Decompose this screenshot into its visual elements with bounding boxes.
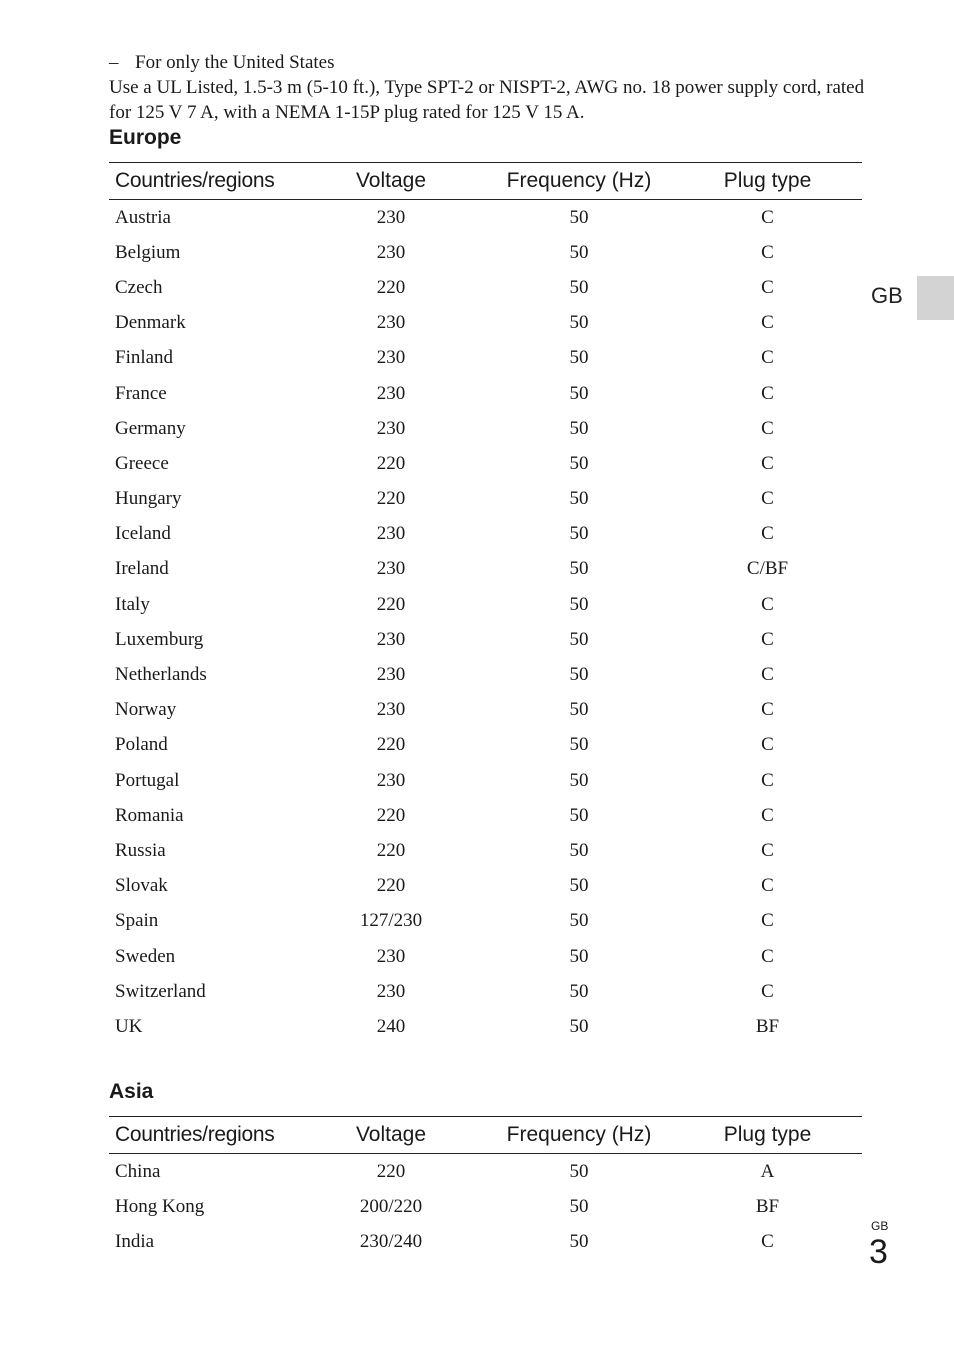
table-cell: 220 (376, 839, 406, 861)
table-cell: 230 (376, 347, 406, 369)
table-cell: China (115, 1160, 161, 1182)
gb-tab-label: GB (871, 283, 903, 308)
table-row (109, 270, 862, 305)
table-cell: 50 (569, 276, 589, 298)
table-row (109, 306, 862, 341)
table-cell: 230 (376, 382, 406, 404)
table-cell: C (761, 910, 774, 932)
table-cell: 50 (569, 804, 589, 826)
table-cell: 220 (376, 804, 406, 826)
table-cell: 50 (569, 769, 589, 791)
column-header: Countries/regions (115, 1123, 275, 1146)
table-cell: Greece (115, 452, 169, 474)
table-cell: C (761, 417, 774, 439)
table-cell: 50 (569, 1195, 589, 1217)
europe-table (109, 162, 862, 1045)
table-cell: Czech (115, 276, 163, 298)
table-cell: 50 (569, 382, 589, 404)
table-cell: C (761, 488, 774, 510)
table-cell: Sweden (115, 945, 176, 967)
table-header (109, 162, 862, 200)
table-cell: 230 (376, 945, 406, 967)
table-cell: C (761, 276, 774, 298)
table-cell: Portugal (115, 769, 180, 791)
table-cell: Ireland (115, 558, 169, 580)
table-cell: C (761, 875, 774, 897)
table-cell: 230 (376, 312, 406, 334)
table-cell: 230 (376, 628, 406, 650)
power-cord-paragraph: Use a UL Listed, 1.5-3 m (5-10 ft.), Type SPT-2 or NISPT-2, AWG no. 18 power supply cord, rated for 125 V 7 A, with a NEMA 1-15P plug rated for 125 V 15 A. (109, 77, 865, 123)
table-cell: 50 (569, 980, 589, 1002)
table-cell: Italy (115, 593, 150, 615)
table-cell: 230 (376, 206, 406, 228)
table-cell: Slovak (115, 875, 168, 897)
table-cell: C (761, 593, 774, 615)
table-cell: C (761, 769, 774, 791)
page-number: 3 (869, 1233, 888, 1271)
table-cell: Luxemburg (115, 628, 204, 650)
table-cell: 230 (376, 664, 406, 686)
table-cell: Denmark (115, 312, 186, 334)
table-cell: 230 (376, 417, 406, 439)
table-row (109, 587, 862, 622)
table-cell: BF (755, 1195, 780, 1217)
table-cell: 50 (569, 452, 589, 474)
table-cell: 50 (569, 734, 589, 756)
table-cell: C (761, 664, 774, 686)
us-bullet (109, 50, 869, 75)
table-cell: BF (755, 1015, 780, 1037)
table-row (109, 517, 862, 552)
table-cell: C (761, 980, 774, 1002)
table-cell: 50 (569, 628, 589, 650)
table-row (109, 904, 862, 939)
table-cell: France (115, 382, 167, 404)
table-cell: 50 (569, 312, 589, 334)
table-cell: 50 (569, 875, 589, 897)
table-row (109, 939, 862, 974)
table-cell: 230 (376, 769, 406, 791)
table-cell: Germany (115, 417, 186, 439)
column-header: Voltage (355, 169, 427, 192)
table-cell: 230/240 (359, 1230, 423, 1252)
table-cell: Austria (115, 206, 171, 228)
table-cell: 240 (376, 1015, 406, 1037)
asia-table (109, 1116, 862, 1260)
table-cell: 50 (569, 839, 589, 861)
table-row (109, 763, 862, 798)
table-row (109, 869, 862, 904)
table-cell: C (761, 699, 774, 721)
intro-text (109, 50, 869, 125)
table-cell: 50 (569, 1230, 589, 1252)
table-cell: 220 (376, 734, 406, 756)
table-cell: 50 (569, 206, 589, 228)
table-row (109, 446, 862, 481)
table-cell: Spain (115, 910, 159, 932)
table-row (109, 622, 862, 657)
table-cell: 50 (569, 664, 589, 686)
table-cell: 50 (569, 347, 589, 369)
table-cell: C (761, 206, 774, 228)
table-cell: 50 (569, 1160, 589, 1182)
table-row (109, 728, 862, 763)
table-cell: UK (115, 1015, 143, 1037)
column-header: Frequency (Hz) (506, 169, 652, 192)
table-row (109, 200, 862, 235)
table-row (109, 1189, 862, 1224)
table-cell: C (761, 945, 774, 967)
table-cell: C (761, 628, 774, 650)
table-cell: 50 (569, 1015, 589, 1037)
table-cell: 50 (569, 417, 589, 439)
table-cell: 220 (376, 875, 406, 897)
table-cell: 230 (376, 558, 406, 580)
column-header: Frequency (Hz) (506, 1123, 652, 1146)
table-cell: A (760, 1160, 775, 1182)
table-row (109, 798, 862, 833)
table-body (109, 200, 862, 1045)
table-cell: 230 (376, 523, 406, 545)
table-cell: 50 (569, 699, 589, 721)
table-row (109, 1154, 862, 1189)
table-row (109, 657, 862, 692)
table-cell: 127/230 (359, 910, 423, 932)
table-cell: 220 (376, 593, 406, 615)
table-cell: Hungary (115, 488, 182, 510)
table-cell: Russia (115, 839, 166, 861)
table-row (109, 1009, 862, 1044)
table-cell: 220 (376, 452, 406, 474)
table-cell: 50 (569, 558, 589, 580)
gb-side-tab (917, 276, 954, 320)
table-cell: C (761, 312, 774, 334)
table-cell: 50 (569, 523, 589, 545)
table-cell: C (761, 347, 774, 369)
table-cell: 50 (569, 910, 589, 932)
table-cell: 230 (376, 980, 406, 1002)
table-body (109, 1154, 862, 1260)
table-cell: C (761, 241, 774, 263)
table-cell: C (761, 804, 774, 826)
column-header: Voltage (355, 1123, 427, 1146)
table-cell: Finland (115, 347, 174, 369)
table-cell: Iceland (115, 523, 171, 545)
table-cell: 50 (569, 945, 589, 967)
table-cell: 50 (569, 241, 589, 263)
table-row (109, 833, 862, 868)
table-cell: C (761, 523, 774, 545)
table-cell: India (115, 1230, 155, 1252)
table-row (109, 482, 862, 517)
table-cell: Belgium (115, 241, 181, 263)
column-header: Plug type (723, 1123, 812, 1146)
table-row (109, 411, 862, 446)
table-cell: 220 (376, 1160, 406, 1182)
table-cell: Romania (115, 804, 184, 826)
table-cell: 50 (569, 488, 589, 510)
table-cell: 50 (569, 593, 589, 615)
bullet-dash: – (109, 52, 119, 73)
table-cell: 230 (376, 241, 406, 263)
table-cell: 230 (376, 699, 406, 721)
table-cell: Poland (115, 734, 168, 756)
table-row (109, 341, 862, 376)
column-header: Plug type (723, 169, 812, 192)
table-cell: C (761, 1230, 774, 1252)
bullet-text: For only the United States (135, 52, 335, 73)
column-header: Countries/regions (115, 169, 275, 192)
table-cell: C (761, 382, 774, 404)
table-row (109, 552, 862, 587)
table-cell: C (761, 839, 774, 861)
table-cell: Norway (115, 699, 177, 721)
table-row (109, 235, 862, 270)
table-header (109, 1116, 862, 1154)
table-cell: 220 (376, 276, 406, 298)
table-cell: Switzerland (115, 980, 206, 1002)
table-cell: 220 (376, 488, 406, 510)
europe-heading: Europe (109, 126, 182, 149)
table-cell: 200/220 (359, 1195, 423, 1217)
table-cell: Netherlands (115, 664, 207, 686)
table-cell: C/BF (746, 558, 789, 580)
table-row (109, 1224, 862, 1259)
table-cell: Hong Kong (115, 1195, 205, 1217)
asia-heading: Asia (109, 1080, 154, 1103)
table-cell: C (761, 734, 774, 756)
footer-region-code: GB (871, 1219, 889, 1233)
table-row (109, 376, 862, 411)
table-row (109, 974, 862, 1009)
table-cell: C (761, 452, 774, 474)
table-row (109, 693, 862, 728)
